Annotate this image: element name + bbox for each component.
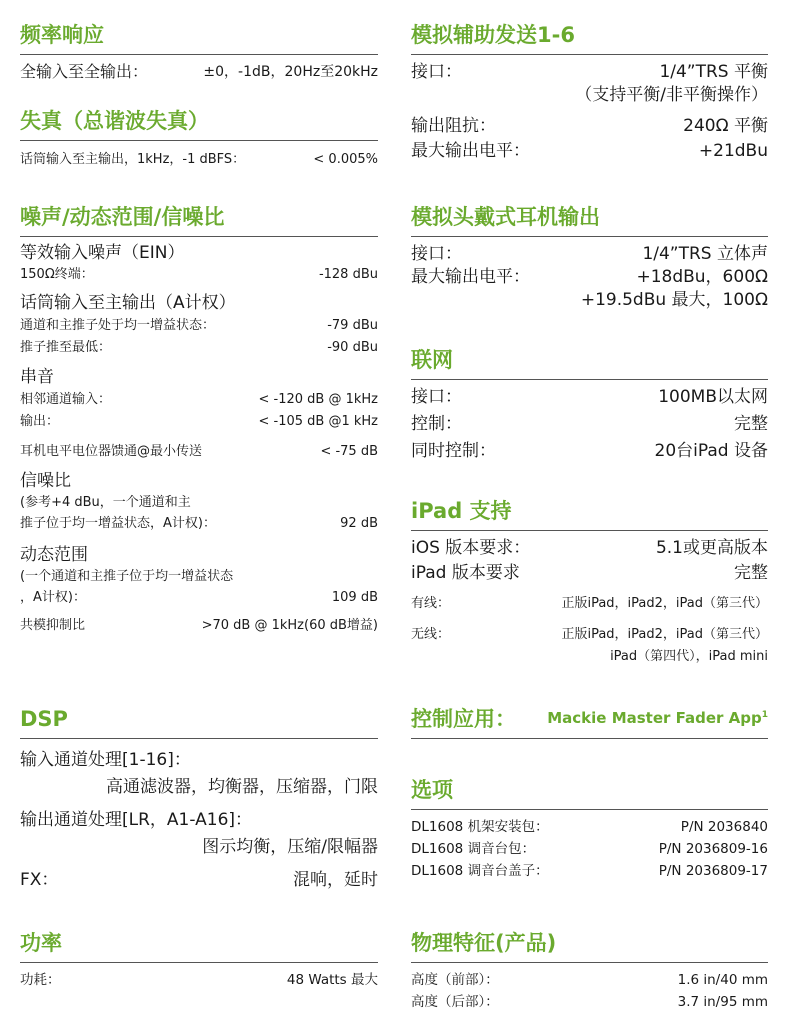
- section-headphone: [411, 202, 768, 312]
- spec-row: [411, 386, 768, 409]
- spec-label: iPad 版本要求: [411, 563, 520, 583]
- section-dsp: [20, 704, 378, 892]
- spec-value: 1/4”TRS 立体声: [642, 244, 768, 264]
- spec-label: 全输入至全输出：: [20, 62, 149, 81]
- spec-value: 109 dB: [331, 590, 378, 605]
- spec-row: [411, 969, 768, 991]
- spec-value: < -105 dB @1 kHz: [258, 414, 378, 429]
- spec-value: ±0，-1dB，20Hz至20kHz: [203, 64, 378, 80]
- section-title: 功率: [20, 928, 378, 963]
- app-footnote: 1: [761, 710, 768, 720]
- spec-row: [411, 61, 768, 84]
- spec-value: < -75 dB: [320, 444, 378, 459]
- spec-value: iPad（第四代），iPad mini: [610, 649, 768, 664]
- spec-value: 48 Watts 最大: [286, 972, 378, 988]
- spec-value: < 0.005%: [313, 152, 378, 167]
- spec-label: 无线：: [411, 627, 451, 642]
- spec-value: 完整: [734, 563, 768, 583]
- spec-label: DL1608 调音台包：: [411, 841, 536, 857]
- spec-label: 耳机电平电位器馈通@最小传送: [20, 444, 203, 459]
- spec-value: -128 dBu: [318, 267, 378, 282]
- spec-value: 高通滤波器，均衡器，压缩器，门限: [106, 777, 378, 797]
- sub-title-mic: 话筒输入至主输出（A计权）: [20, 293, 236, 313]
- section-options: [411, 775, 768, 882]
- spec-label: 最大输出电平：: [411, 141, 530, 161]
- spec-label: 输出通道处理[LR，A1-A16]：: [20, 810, 253, 830]
- section-title: 失真（总谐波失真）: [20, 106, 378, 141]
- section-frequency-response: [20, 20, 378, 83]
- section-ipad-support: [411, 496, 768, 668]
- spec-row: [411, 537, 768, 560]
- sub-title-crosstalk: 串音: [20, 367, 54, 387]
- spec-label: 相邻通道输入：: [20, 392, 112, 407]
- spec-value: 图示均衡，压缩/限幅器: [202, 837, 378, 857]
- spec-label: 推子位于均一增益状态，A计权)：: [20, 516, 216, 531]
- spec-label: 高度（前部）：: [411, 972, 499, 988]
- section-title: 联网: [411, 345, 768, 380]
- section-physical: [411, 928, 768, 1013]
- spec-label: 接口：: [411, 62, 462, 82]
- spec-label: 共模抑制比: [20, 618, 86, 633]
- spec-value: P/N 2036809-16: [658, 841, 768, 857]
- spec-value: +19.5dBu 最大，100Ω: [580, 290, 768, 310]
- spec-value: 100MB以太网: [658, 387, 768, 407]
- spec-label: 输入通道处理[1-16]：: [20, 750, 191, 770]
- spec-value: 正版iPad，iPad2，iPad（第三代）: [561, 627, 768, 642]
- spec-row: [20, 513, 378, 535]
- spec-value: （支持平衡/非平衡操作）: [575, 85, 768, 105]
- section-network: [411, 345, 768, 463]
- spec-row: [20, 149, 378, 171]
- spec-label: 话筒输入至主输出，1kHz，-1 dBFS：: [20, 152, 246, 167]
- spec-value: -79 dBu: [327, 318, 378, 333]
- spec-value: >70 dB @ 1kHz(60 dB增益): [201, 618, 378, 633]
- sub-title-dynamic-range: 动态范围: [20, 545, 88, 565]
- spec-label: 接口：: [411, 387, 462, 407]
- section-aux-sends: [411, 20, 768, 163]
- spec-label: iOS 版本要求：: [411, 538, 531, 558]
- section-title: 模拟辅助发送1-6: [411, 20, 768, 55]
- spec-label: 150Ω终端：: [20, 267, 94, 282]
- spec-row: [411, 816, 768, 838]
- spec-row: [20, 265, 378, 285]
- section-noise: [20, 202, 378, 637]
- spec-row: [411, 140, 768, 163]
- spec-label: (参考+4 dBu，一个通道和主: [20, 495, 191, 510]
- spec-row: [411, 593, 768, 615]
- spec-row: [411, 838, 768, 860]
- app-name-text: Mackie Master Fader App: [547, 709, 762, 727]
- section-title: 频率响应: [20, 20, 378, 55]
- spec-row: [20, 337, 378, 359]
- app-name: [547, 700, 768, 733]
- spec-row: [20, 615, 378, 637]
- spec-label: DL1608 调音台盖子：: [411, 863, 549, 879]
- spec-row: [411, 991, 768, 1013]
- control-app-label: 控制应用：: [411, 707, 516, 731]
- spec-row: [411, 413, 768, 436]
- spec-row: [411, 440, 768, 463]
- spec-label: 功耗：: [20, 972, 61, 988]
- spec-value: +21dBu: [698, 141, 768, 161]
- spec-value: P/N 2036809-17: [658, 863, 768, 879]
- spec-label: 推子推至最低：: [20, 340, 112, 355]
- spec-label: 有线：: [411, 596, 451, 611]
- section-distortion: [20, 106, 378, 171]
- section-title: 选项: [411, 775, 768, 810]
- spec-label: 同时控制：: [411, 441, 496, 461]
- spec-label: 接口：: [411, 244, 462, 264]
- spec-row: [411, 624, 768, 646]
- spec-row: [411, 860, 768, 882]
- spec-row: [411, 243, 768, 266]
- section-control-app: [411, 704, 768, 739]
- spec-value: +18dBu，600Ω: [636, 267, 768, 287]
- section-title: 模拟头戴式耳机输出: [411, 202, 768, 237]
- section-title: 噪声/动态范围/信噪比: [20, 202, 378, 237]
- spec-label: 控制：: [411, 414, 462, 434]
- spec-value: < -120 dB @ 1kHz: [258, 392, 378, 407]
- spec-value: 完整: [734, 414, 768, 434]
- spec-value: 5.1或更高版本: [655, 538, 768, 558]
- spec-label: (一个通道和主推子位于均一增益状态: [20, 569, 234, 584]
- spec-row: [20, 441, 378, 463]
- spec-value: 92 dB: [340, 516, 378, 531]
- spec-row: [20, 315, 378, 337]
- spec-value: 20台iPad 设备: [654, 441, 768, 461]
- spec-value: 240Ω 平衡: [683, 116, 768, 136]
- spec-row: [20, 869, 378, 892]
- section-title: DSP: [20, 704, 378, 739]
- spec-row: [20, 411, 378, 433]
- section-power: [20, 928, 378, 991]
- section-title: iPad 支持: [411, 496, 768, 531]
- spec-row: [411, 562, 768, 585]
- spec-value: -90 dBu: [327, 340, 378, 355]
- spec-value: 1.6 in/40 mm: [677, 972, 768, 988]
- spec-label: 最大输出电平：: [411, 267, 530, 287]
- sub-title-snr: 信噪比: [20, 471, 71, 491]
- spec-row: [411, 266, 768, 289]
- spec-value: 3.7 in/95 mm: [677, 994, 768, 1010]
- spec-label: 输出：: [20, 414, 60, 429]
- spec-value: 1/4”TRS 平衡: [659, 62, 768, 82]
- spec-row: [20, 61, 378, 83]
- spec-label: 高度（后部）：: [411, 994, 499, 1010]
- spec-value: 混响，延时: [293, 870, 378, 890]
- spec-value: P/N 2036840: [680, 819, 768, 835]
- spec-row: [20, 587, 378, 609]
- spec-label: ，A计权)：: [20, 590, 86, 605]
- section-title: [411, 704, 768, 739]
- spec-row: [20, 389, 378, 411]
- spec-row: [20, 969, 378, 991]
- sub-title-ein: 等效输入噪声（EIN）: [20, 243, 185, 263]
- spec-label: 通道和主推子处于均一增益状态：: [20, 318, 216, 333]
- spec-value: 正版iPad，iPad2，iPad（第三代）: [561, 596, 768, 611]
- spec-label: FX：: [20, 870, 59, 890]
- spec-row: [411, 115, 768, 138]
- spec-label: 输出阻抗：: [411, 116, 496, 136]
- section-title: 物理特征(产品): [411, 928, 768, 963]
- spec-label: DL1608 机架安装包：: [411, 819, 549, 835]
